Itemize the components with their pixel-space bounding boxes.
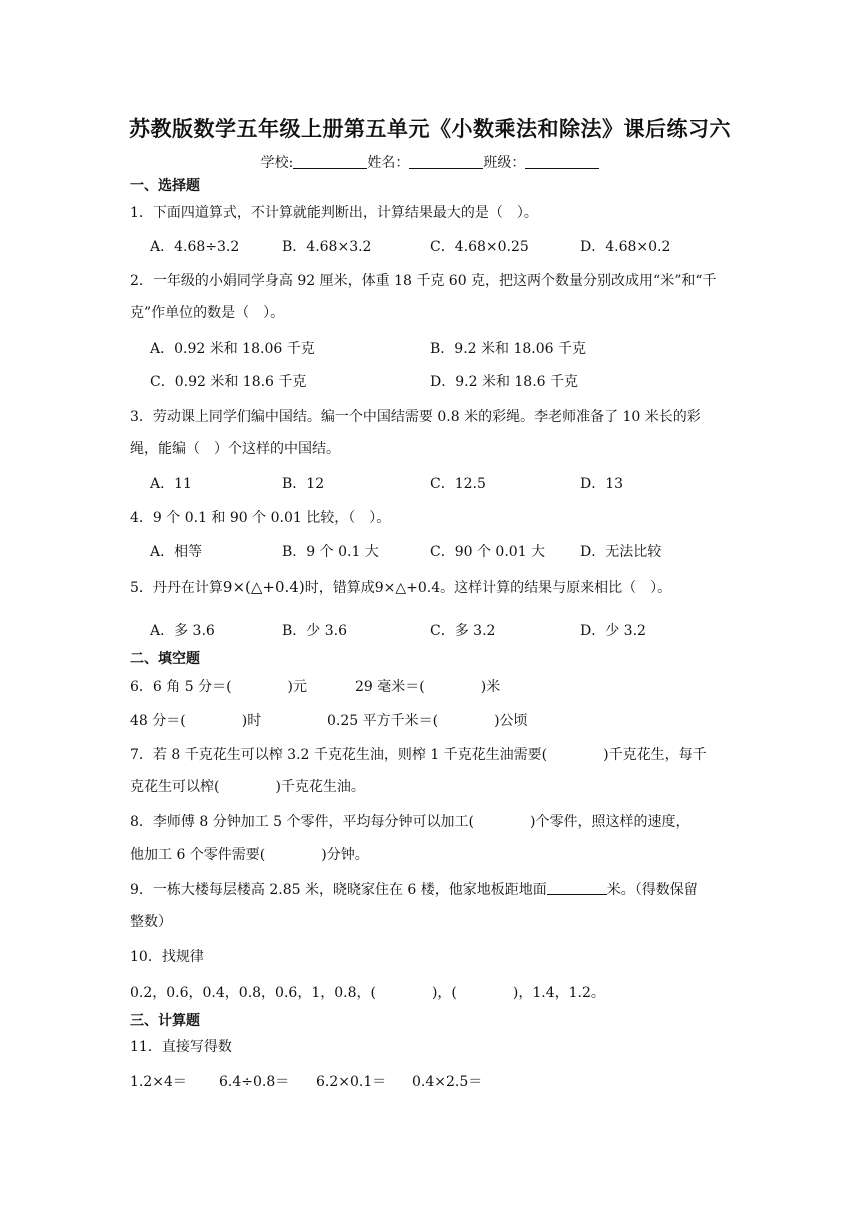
q5-expression-wrong: 9×△+0.4 (374, 580, 441, 596)
section-heading-fill: 二、填空题 (130, 651, 200, 667)
question-2-stem-line2: 克”作单位的数是（ ）。 (130, 305, 285, 321)
question-10-sequence: 0.2，0.6，0.4，0.8，0.6，1，0.8，( )，( )，1.4，1.2。 (130, 985, 605, 1001)
question-9-line1 (130, 879, 698, 899)
class-label: 班级： (483, 155, 526, 171)
q4-option-c[interactable]: C．90 个 0.01 大 (430, 544, 546, 560)
question-11-title: 11．直接写得数 (130, 1039, 232, 1055)
calc-item-2: 6.4÷0.8＝ (219, 1074, 290, 1090)
q5-stem-part-b: 时，错算成 (304, 580, 375, 596)
q9-answer-blank[interactable] (547, 882, 607, 895)
school-blank[interactable] (293, 154, 367, 169)
name-label: 姓名： (367, 155, 410, 171)
question-5-stem (130, 577, 671, 597)
class-blank[interactable] (525, 154, 599, 169)
question-4-stem: 4．9 个 0.1 和 90 个 0.01 比较，（ ）。 (130, 510, 391, 526)
question-7-line2: 克花生可以榨( )千克花生油。 (130, 779, 365, 795)
calc-item-1: 1.2×4＝ (130, 1074, 187, 1090)
question-8-line2: 他加工 6 个零件需要( )分钟。 (130, 847, 369, 863)
question-6-part2: 29 毫米＝( )米 (355, 679, 501, 695)
q5-option-b[interactable]: B．少 3.6 (282, 623, 348, 639)
section-heading-calc: 三、计算题 (130, 1013, 200, 1029)
q2-option-a[interactable]: A．0.92 米和 18.06 千克 (150, 341, 315, 357)
q3-option-a[interactable]: A．11 (150, 476, 192, 492)
question-6-part4: 0.25 平方千米＝( )公顷 (327, 713, 528, 729)
q9-text-a: 9．一栋大楼每层楼高 2.85 米，晓晓家住在 6 楼，他家地板距地面 (130, 882, 547, 898)
q2-option-b[interactable]: B．9.2 米和 18.06 千克 (430, 341, 586, 357)
question-10-title: 10．找规律 (130, 949, 204, 965)
q4-option-a[interactable]: A．相等 (150, 544, 203, 560)
q2-option-c[interactable]: C．0.92 米和 18.6 千克 (150, 374, 307, 390)
q5-stem-part-c: 。这样计算的结果与原来相比（ ）。 (440, 580, 672, 596)
question-8-line1: 8．李师傅 8 分钟加工 5 个零件，平均每分钟可以加工( )个零件，照这样的速度， (130, 814, 690, 830)
q5-option-c[interactable]: C．多 3.2 (430, 623, 496, 639)
q5-option-a[interactable]: A．多 3.6 (150, 623, 215, 639)
question-6-part1: 6．6 角 5 分＝( )元 (130, 679, 307, 695)
q5-stem-part-a: 5．丹丹在计算 (130, 580, 223, 596)
q1-option-a[interactable]: A．4.68÷3.2 (150, 239, 240, 255)
q3-option-d[interactable]: D．13 (580, 476, 624, 492)
calc-item-3: 6.2×0.1＝ (316, 1074, 387, 1090)
page-title: 苏教版数学五年级上册第五单元《小数乘法和除法》课后练习六 (129, 116, 731, 141)
question-3-stem-line2: 绳，能编（ ）个这样的中国结。 (130, 441, 340, 457)
question-3-stem-line1: 3．劳动课上同学们编中国结。编一个中国结需要 0.8 米的彩绳。李老师准备了 10 米长的彩 (130, 409, 701, 425)
question-9-line2: 整数） (130, 914, 172, 930)
question-6-part3: 48 分＝( )时 (130, 713, 262, 729)
q5-expression-correct: 9×(△+0.4) (222, 578, 305, 596)
student-info-line (0, 152, 860, 172)
section-heading-choice: 一、选择题 (130, 178, 200, 194)
q1-option-d[interactable]: D．4.68×0.2 (580, 239, 671, 255)
q9-text-b: 米。（得数保留 (606, 882, 698, 898)
question-2-stem-line1: 2．一年级的小娟同学身高 92 厘米，体重 18 千克 60 克，把这两个数量分别改成用“米”和“千 (130, 273, 717, 289)
school-label: 学校: (260, 155, 294, 171)
q5-option-d[interactable]: D．少 3.2 (580, 623, 646, 639)
q4-option-b[interactable]: B．9 个 0.1 大 (282, 544, 379, 560)
name-blank[interactable] (409, 154, 483, 169)
q3-option-c[interactable]: C．12.5 (430, 476, 486, 492)
q4-option-d[interactable]: D．无法比较 (580, 544, 662, 560)
q1-option-b[interactable]: B．4.68×3.2 (282, 239, 372, 255)
question-1-stem: 1．下面四道算式，不计算就能判断出，计算结果最大的是（ ）。 (130, 205, 538, 221)
q1-option-c[interactable]: C．4.68×0.25 (430, 239, 529, 255)
q2-option-d[interactable]: D．9.2 米和 18.6 千克 (430, 374, 579, 390)
question-7-line1: 7．若 8 千克花生可以榨 3.2 千克花生油，则榨 1 千克花生油需要( )千克花生，每千 (130, 747, 707, 763)
q3-option-b[interactable]: B．12 (282, 476, 325, 492)
calc-item-4: 0.4×2.5＝ (412, 1074, 483, 1090)
